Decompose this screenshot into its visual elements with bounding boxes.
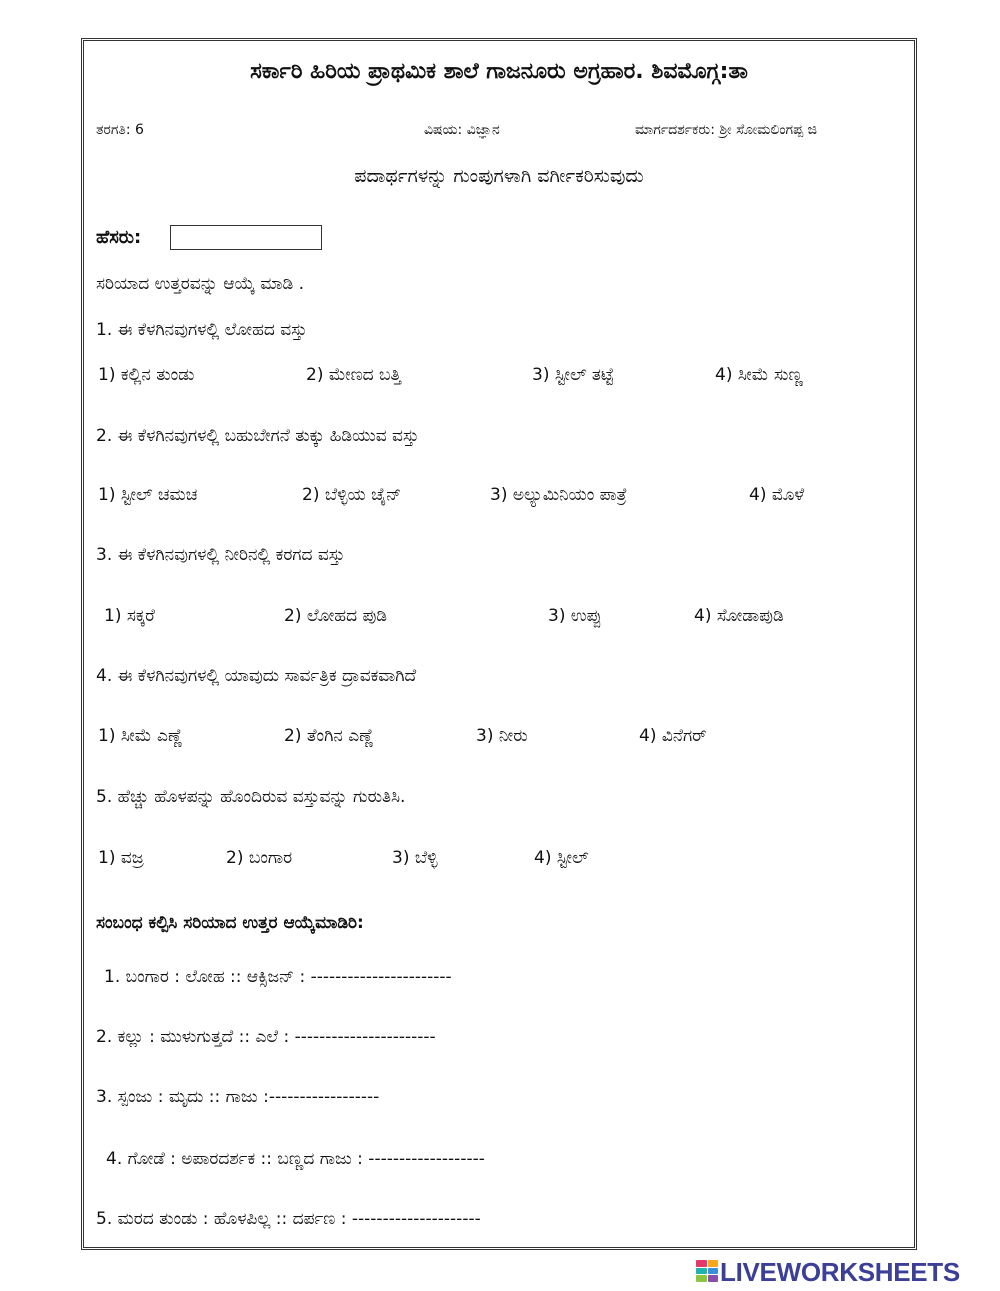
q1-option-2[interactable]: 2) ಮೇಣದ ಬತ್ತಿ [306, 365, 401, 385]
q5-option-1[interactable]: 1) ವಜ್ರ [98, 848, 144, 868]
name-label: ಹೆಸರು: [96, 227, 142, 248]
q1-option-4[interactable]: 4) ಸೀಮೆ ಸುಣ್ಣ [715, 365, 803, 385]
q2-option-2[interactable]: 2) ಬೆಳ್ಳಿಯ ಚೈನ್ [302, 485, 402, 505]
q5-option-4[interactable]: 4) ಸ್ಟೀಲ್ [534, 848, 589, 868]
question-1: 1. ಈ ಕೆಳಗಿನವುಗಳಲ್ಲಿ ಲೋಹದ ವಸ್ತು [96, 320, 308, 340]
guide-label: ಮಾರ್ಗದರ್ಶಕರು: ಶ್ರೀ ಸೋಮಲಿಂಗಪ್ಪ ಜಿ [635, 122, 818, 138]
question-5: 5. ಹೆಚ್ಚು ಹೊಳಪನ್ನು ಹೊಂದಿರುವ ವಸ್ತುವನ್ನು ಗುರುತಿಸಿ. [96, 787, 406, 807]
worksheet-frame [81, 38, 917, 1250]
subject-label: ವಿಷಯ: ವಿಜ್ಞಾನ [424, 122, 500, 138]
q5-option-3[interactable]: 3) ಬೆಳ್ಳಿ [392, 848, 438, 868]
question-2: 2. ಈ ಕೆಳಗಿನವುಗಳಲ್ಲಿ ಬಹುಬೇಗನೆ ತುಕ್ಕು ಹಿಡಿಯುವ ವಸ್ತು [96, 426, 419, 446]
q3-option-3[interactable]: 3) ಉಪ್ಪು [548, 606, 602, 626]
liveworksheets-brand[interactable] [696, 1258, 996, 1286]
analogy-2[interactable]: 2. ಕಲ್ಲು : ಮುಳುಗುತ್ತದೆ :: ಎಲೆ : ----------------------- [96, 1027, 436, 1047]
analogy-1[interactable]: 1. ಬಂಗಾರ : ಲೋಹ :: ಆಕ್ಸಿಜನ್ : ----------------------- [104, 967, 452, 987]
name-input[interactable] [170, 225, 322, 250]
q3-option-4[interactable]: 4) ಸೋಡಾಪುಡಿ [694, 606, 784, 626]
brand-name: LIVEWORKSHEETS [720, 1257, 960, 1287]
question-3: 3. ಈ ಕೆಳಗಿನವುಗಳಲ್ಲಿ ನೀರಿನಲ್ಲಿ ಕರಗದ ವಸ್ತು [96, 545, 345, 565]
q4-option-2[interactable]: 2) ತೆಂಗಿನ ಎಣ್ಣೆ [284, 726, 374, 746]
q1-option-1[interactable]: 1) ಕಲ್ಲಿನ ತುಂಡು [98, 365, 195, 385]
q1-option-3[interactable]: 3) ಸ್ಟೀಲ್ ತಟ್ಟೆ [532, 365, 614, 385]
analogy-instruction: ಸಂಬಂಧ ಕಲ್ಪಿಸಿ ಸರಿಯಾದ ಉತ್ತರ ಆಯ್ಕೆಮಾಡಿರಿ: [96, 913, 364, 933]
q2-option-1[interactable]: 1) ಸ್ಟೀಲ್ ಚಮಚ [98, 485, 198, 505]
q2-option-4[interactable]: 4) ಮೊಳೆ [749, 485, 805, 505]
liveworksheets-logo-icon [696, 1260, 718, 1282]
q5-option-2[interactable]: 2) ಬಂಗಾರ [226, 848, 293, 868]
q2-option-3[interactable]: 3) ಅಲ್ಯುಮಿನಿಯಂ ಪಾತ್ರೆ [490, 485, 627, 505]
q3-option-1[interactable]: 1) ಸಕ್ಕರೆ [104, 606, 155, 626]
q4-option-4[interactable]: 4) ವಿನೆಗರ್ [639, 726, 707, 746]
analogy-3[interactable]: 3. ಸ್ಪಂಜು : ಮೃದು :: ಗಾಜು :------------------ [96, 1087, 380, 1107]
school-title: ಸರ್ಕಾರಿ ಹಿರಿಯ ಪ್ರಾಥಮಿಕ ಶಾಲೆ ಗಾಜನೂರು ಅಗ್ರಹಾರ. ಶಿವಮೊಗ್ಗ:ತಾ [250, 59, 748, 84]
mcq-instruction: ಸರಿಯಾದ ಉತ್ತರವನ್ನು ಆಯ್ಕೆ ಮಾಡಿ . [96, 274, 305, 294]
q4-option-1[interactable]: 1) ಸೀಮೆ ಎಣ್ಣೆ [98, 726, 183, 746]
analogy-5[interactable]: 5. ಮರದ ತುಂಡು : ಹೊಳಪಿಲ್ಲ :: ದರ್ಪಣ : --------------------- [96, 1209, 481, 1229]
question-4: 4. ಈ ಕೆಳಗಿನವುಗಳಲ್ಲಿ ಯಾವುದು ಸಾರ್ವತ್ರಿಕ ದ್ರಾವಕವಾಗಿದೆ [96, 666, 417, 686]
grade-label: ತರಗತಿ: 6 [96, 122, 144, 138]
q4-option-3[interactable]: 3) ನೀರು [476, 726, 528, 746]
analogy-4[interactable]: 4. ಗೋಡೆ : ಅಪಾರದರ್ಶಕ :: ಬಣ್ಣದ ಗಾಜು : ------------------- [106, 1149, 485, 1169]
q3-option-2[interactable]: 2) ಲೋಹದ ಪುಡಿ [284, 606, 388, 626]
topic-title: ಪದಾರ್ಥಗಳನ್ನು ಗುಂಪುಗಳಾಗಿ ವರ್ಗೀಕರಿಸುವುದು [354, 165, 644, 187]
